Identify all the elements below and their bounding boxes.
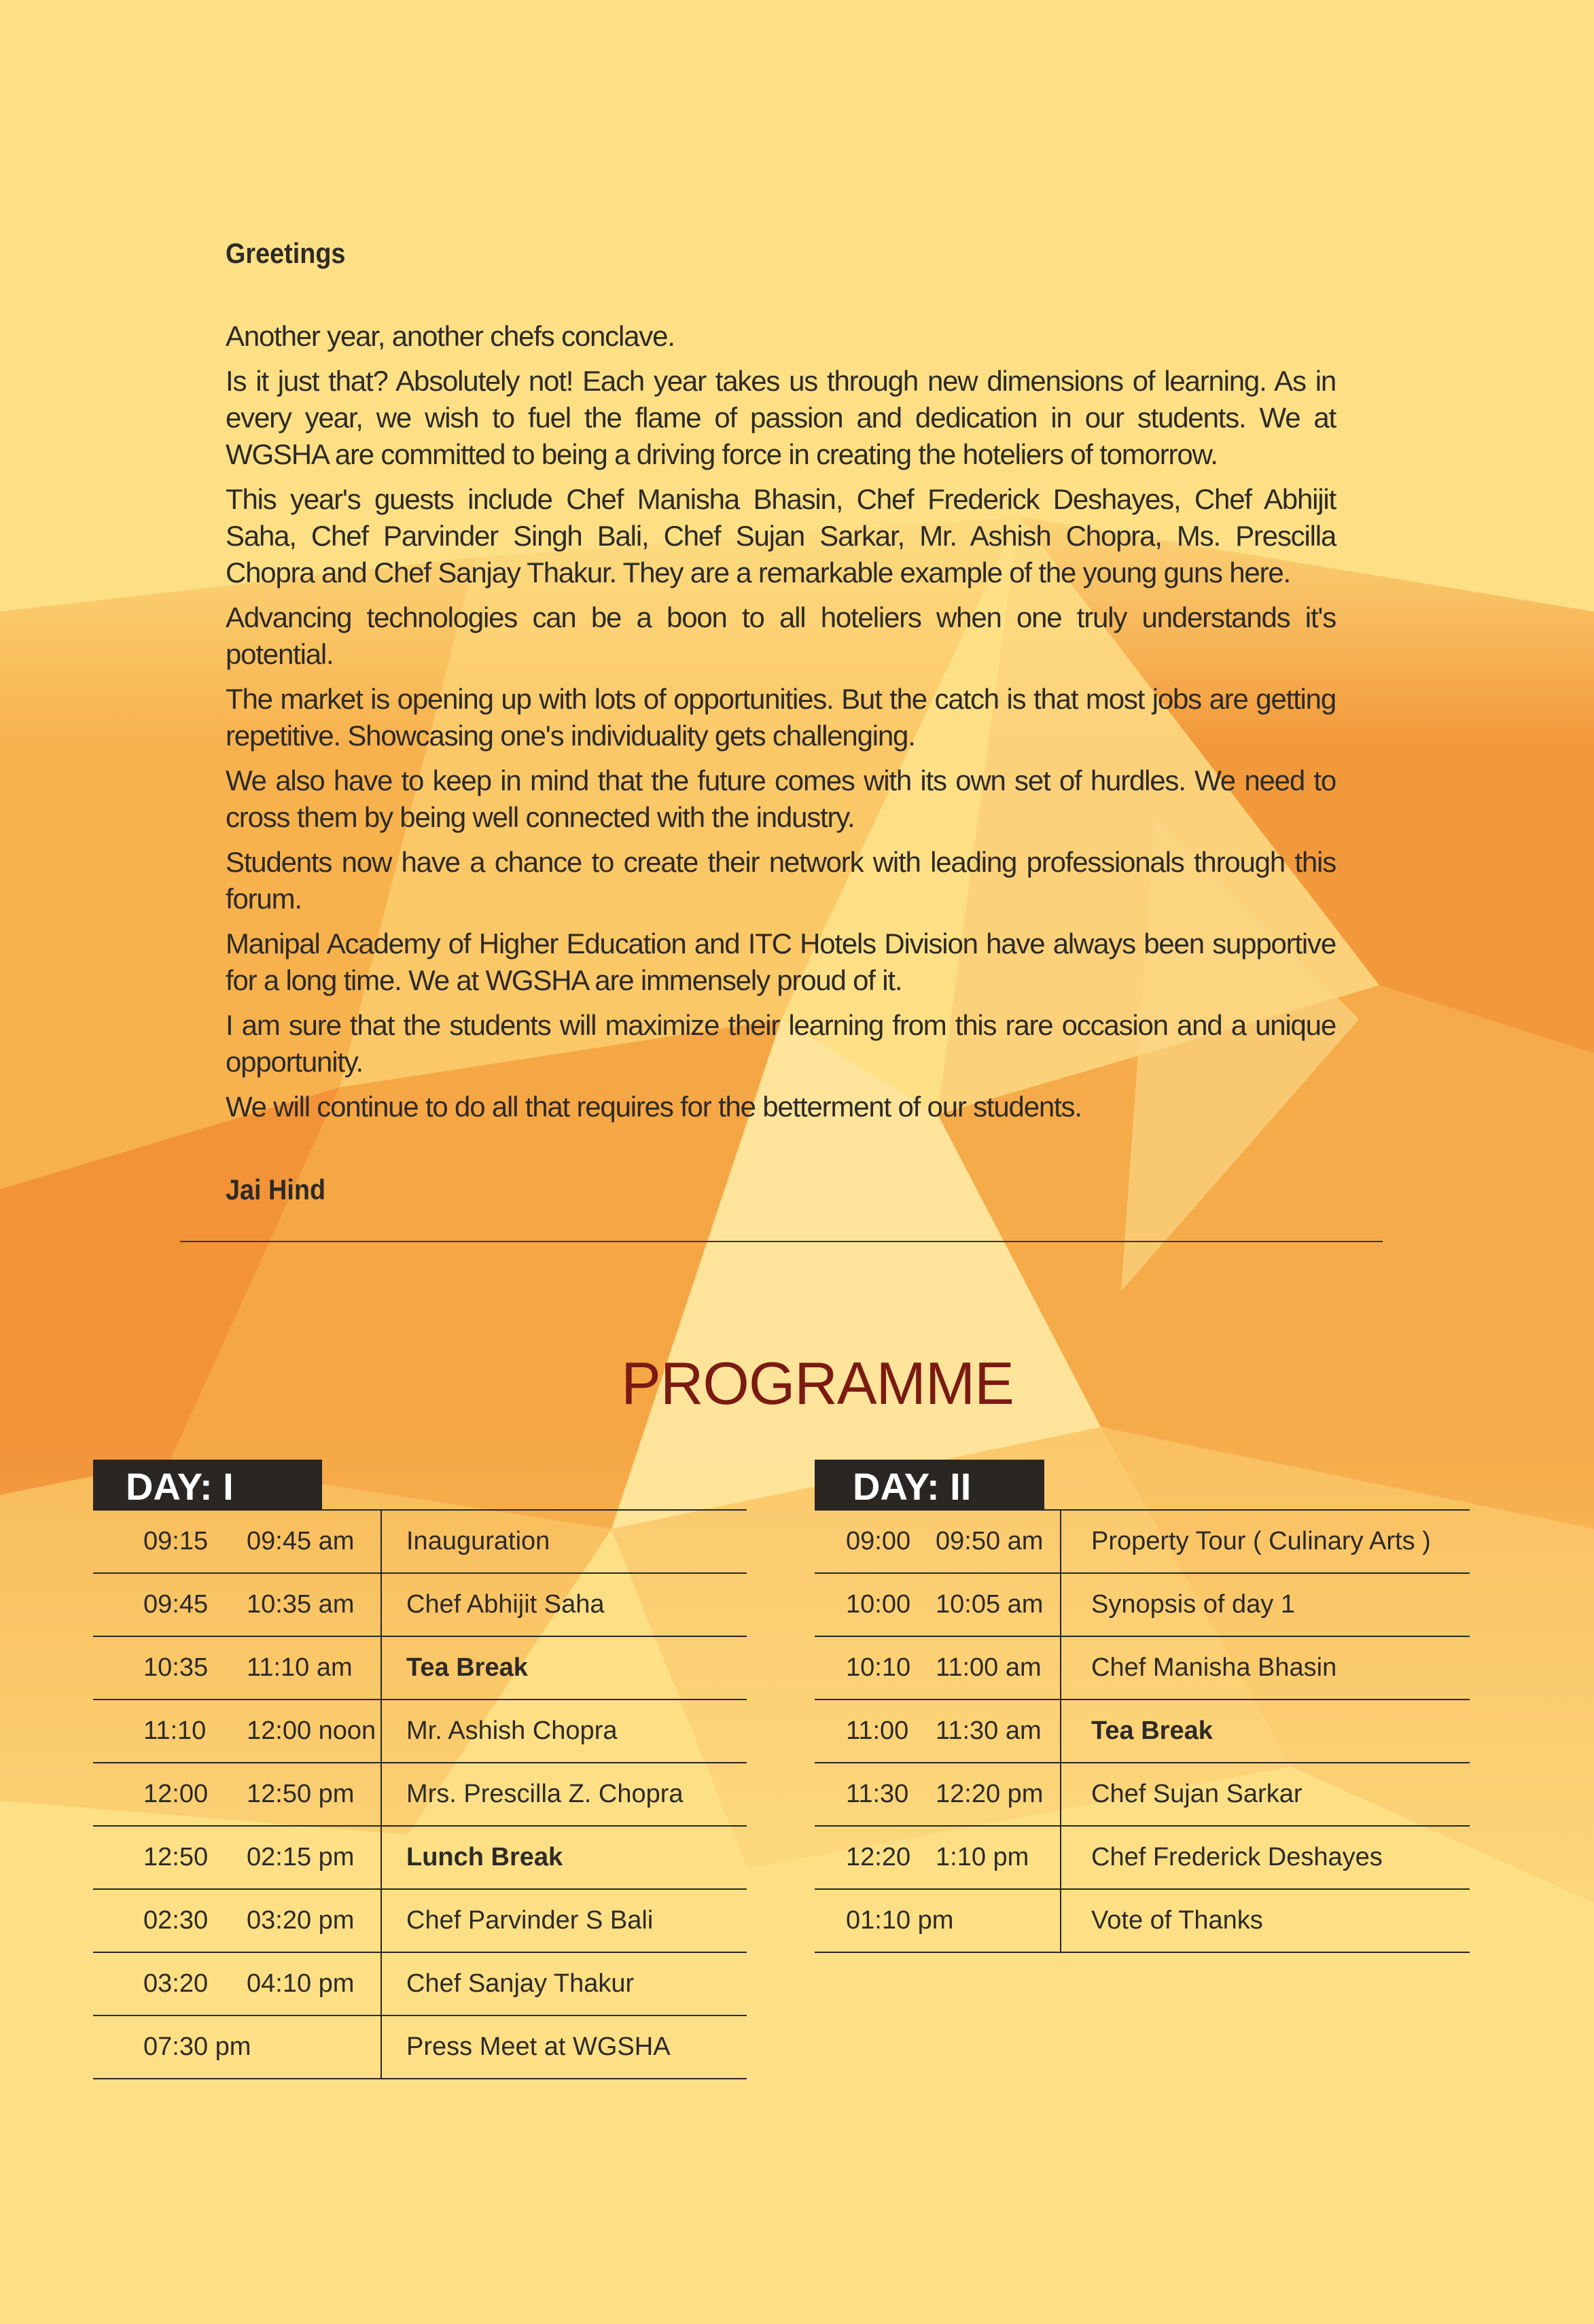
day-one-label: DAY: I [93, 1460, 322, 1509]
letter-paragraph: Students now have a chance to create their network with leading professionals through this forum. [226, 846, 1336, 915]
end-time: 09:45 am [247, 1527, 355, 1555]
start-time: 11:00 [846, 1716, 909, 1745]
start-time: 12:50 [143, 1843, 209, 1871]
table-row [815, 1636, 1470, 1700]
end-time: 03:20 pm [247, 1906, 355, 1935]
end-time: 10:35 am [247, 1590, 355, 1619]
start-time: 10:10 [846, 1653, 911, 1682]
event-cell: Mr. Ashish Chopra [381, 1700, 747, 1763]
event-cell: Press Meet at WGSHA [381, 2015, 747, 2079]
time-cell [93, 1889, 381, 1952]
event-cell: Tea Break [381, 1636, 747, 1700]
table-row [93, 1700, 747, 1763]
table-row [93, 2015, 747, 2079]
letter-paragraph: I am sure that the students will maximize their learning from this rare occasion and a unique opportunity. [226, 1009, 1336, 1078]
end-time: 02:15 pm [247, 1843, 355, 1871]
time-cell [815, 1636, 1061, 1700]
end-time: 12:20 pm [936, 1780, 1044, 1808]
programme-title: PROGRAMME [621, 1350, 1014, 1417]
time-cell [93, 1952, 381, 2015]
section-divider [180, 1241, 1383, 1242]
start-time: 02:30 [143, 1906, 209, 1935]
event-cell: Lunch Break [381, 1826, 747, 1889]
table-row [815, 1763, 1470, 1826]
letter-signoff: Jai Hind [226, 1174, 326, 1206]
start-time: 11:10 [143, 1716, 207, 1745]
table-row [93, 1636, 747, 1700]
letter-paragraph: Advancing technologies can be a boon to all hoteliers when one truly understands it's potential. [226, 601, 1336, 671]
table-row [93, 1889, 747, 1952]
event-cell: Property Tour ( Culinary Arts ) [1061, 1510, 1470, 1573]
event-cell: Chef Abhijit Saha [381, 1573, 747, 1636]
event-cell: Chef Manisha Bhasin [1061, 1636, 1470, 1700]
end-time: 11:00 am [936, 1653, 1042, 1682]
event-cell: Chef Frederick Deshayes [1061, 1826, 1470, 1889]
start-time: 09:00 [846, 1527, 911, 1555]
event-cell: Chef Parvinder S Bali [381, 1889, 747, 1952]
time-cell [93, 1573, 381, 1636]
table-row [815, 1826, 1470, 1889]
letter-paragraph: We also have to keep in mind that the future comes with its own set of hurdles. We need to cross them by being well connected with the industry. [226, 764, 1336, 834]
start-time: 12:00 [143, 1780, 209, 1808]
end-time: 12:50 pm [247, 1780, 355, 1808]
letter-paragraph: We will continue to do all that requires for the betterment of our students. [226, 1091, 1082, 1123]
day-one-schedule [93, 1460, 747, 2079]
start-time: 01:10 pm [846, 1906, 954, 1935]
time-cell [93, 1826, 381, 1889]
table-row [815, 1510, 1470, 1573]
event-cell: Inauguration [381, 1510, 747, 1573]
time-cell [815, 1700, 1061, 1763]
day-two-label: DAY: II [815, 1460, 1044, 1509]
table-row [93, 1826, 747, 1889]
start-time: 12:20 [846, 1843, 911, 1871]
event-cell: Chef Sanjay Thakur [381, 1952, 747, 2015]
welcome-letter [226, 236, 1336, 1208]
time-cell [93, 1636, 381, 1700]
table-row [815, 1889, 1470, 1952]
end-time: 11:10 am [247, 1653, 353, 1682]
event-cell: Mrs. Prescilla Z. Chopra [381, 1763, 747, 1826]
table-row [93, 1573, 747, 1636]
day-one-table [93, 1509, 747, 2079]
start-time: 11:30 [846, 1780, 909, 1808]
table-row [93, 1952, 747, 2015]
event-cell: Synopsis of day 1 [1061, 1573, 1470, 1636]
letter-paragraph: Manipal Academy of Higher Education and ITC Hotels Division have always been supportive for a long time. We at WGSHA are immensely proud of it. [226, 928, 1336, 997]
start-time: 09:45 [143, 1590, 209, 1619]
time-cell [93, 2015, 381, 2079]
time-cell [815, 1826, 1061, 1889]
table-row [815, 1700, 1470, 1763]
start-time: 10:00 [846, 1590, 911, 1619]
table-row [815, 1573, 1470, 1636]
time-cell [815, 1889, 1061, 1952]
time-cell [815, 1763, 1061, 1826]
end-time: 10:05 am [936, 1590, 1044, 1619]
event-cell: Vote of Thanks [1061, 1889, 1470, 1952]
day-two-schedule [815, 1460, 1470, 1953]
day-two-table [815, 1509, 1470, 1953]
event-cell: Chef Sujan Sarkar [1061, 1763, 1470, 1826]
start-time: 07:30 pm [143, 2032, 251, 2061]
end-time: 09:50 am [936, 1527, 1044, 1555]
event-cell: Tea Break [1061, 1700, 1470, 1763]
start-time: 10:35 [143, 1653, 209, 1682]
start-time: 09:15 [143, 1527, 209, 1555]
table-row [93, 1763, 747, 1826]
letter-paragraph: Is it just that? Absolutely not! Each year takes us through new dimensions of learning. As in every year, we wish to fuel the flame of passion and dedication in our students. We at WGSHA are committed to being a driving force in creating the hoteliers of tomorrow. [226, 365, 1336, 471]
time-cell [93, 1510, 381, 1573]
table-row [93, 1510, 747, 1573]
time-cell [815, 1573, 1061, 1636]
letter-paragraph: Another year, another chefs conclave. [226, 320, 675, 353]
end-time: 11:30 am [936, 1716, 1042, 1745]
end-time: 12:00 noon [247, 1716, 376, 1745]
end-time: 04:10 pm [247, 1969, 355, 1998]
letter-paragraph: This year's guests include Chef Manisha Bhasin, Chef Frederick Deshayes, Chef Abhijit Saha, Chef Parvinder Singh Bali, Chef Sujan Sarkar, Mr. Ashish Chopra, Ms. Prescilla Chopra and Chef Sanjay Thakur. They are a remarkable example of the young guns here. [226, 483, 1336, 589]
start-time: 03:20 [143, 1969, 209, 1998]
letter-heading: Greetings [226, 237, 346, 269]
time-cell [93, 1763, 381, 1826]
letter-paragraph: The market is opening up with lots of opportunities. But the catch is that most jobs are getting repetitive. Showcasing one's individuality gets challenging. [226, 683, 1336, 752]
time-cell [815, 1510, 1061, 1573]
end-time: 1:10 pm [936, 1843, 1029, 1871]
time-cell [93, 1700, 381, 1763]
